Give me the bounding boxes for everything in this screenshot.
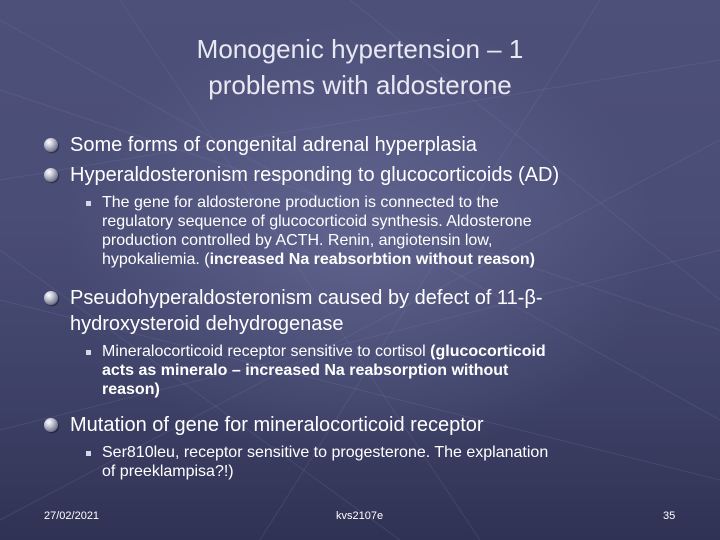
footer-date: 27/02/2021 — [44, 510, 100, 522]
bullet-line: hydroxysteroid dehydrogenase — [70, 313, 344, 335]
bullet-text: Mutation of gene for mineralocorticoid receptor — [70, 414, 484, 436]
bullet-icon — [44, 291, 58, 305]
bullet-icon — [44, 138, 58, 152]
sub-bullet-icon — [86, 350, 91, 355]
bullet-text: Hyperaldosteronism responding to glucocorticoids (AD) — [70, 164, 560, 186]
title-line-2: problems with aldosterone — [208, 70, 512, 100]
bullet-line: Pseudohyperaldosteronism caused by defect of 11-β- — [70, 287, 543, 309]
sub-bullet-icon — [86, 451, 91, 456]
sub-bullet-line: The gene for aldosterone production is connected to the — [102, 194, 499, 211]
sub-bullet-text — [102, 193, 672, 269]
sub-bullet-plain-text: hypokaliemia. ( — [102, 251, 210, 268]
sub-bullet-line: acts as mineralo – increased Na reabsorption without — [102, 362, 509, 379]
sub-bullet-line: reason) — [102, 381, 160, 398]
sub-bullet-text — [102, 443, 672, 481]
sub-bullet-text — [102, 342, 672, 399]
sub-bullet-line: Ser810leu, receptor sensitive to progesterone. The explanation — [102, 444, 549, 461]
footer-center-text: kvs2107e — [336, 510, 384, 522]
bullet-icon — [44, 418, 58, 432]
sub-bullet-plain-text: Mineralocorticoid receptor sensitive to cortisol — [102, 343, 431, 360]
sub-bullet-icon — [86, 201, 91, 206]
slide-title — [60, 31, 660, 103]
sub-bullet-bold-text: (glucocorticoid — [430, 343, 546, 360]
sub-bullet-line: of preeklampisa?!) — [102, 463, 234, 480]
sub-bullet-line — [102, 250, 672, 269]
sub-bullet-line: regulatory sequence of glucocorticoid synthesis. Aldosterone — [102, 213, 532, 230]
sub-bullet-line: production controlled by ACTH. Renin, angiotensin low, — [102, 232, 493, 249]
bullet-text: Some forms of congenital adrenal hyperplasia — [70, 134, 477, 156]
bullet-icon — [44, 168, 58, 182]
bullet-text — [70, 285, 690, 337]
sub-bullet-bold-text: increased Na reabsorbtion without reason) — [209, 251, 536, 268]
page-number: 35 — [663, 510, 676, 522]
sub-bullet-line — [102, 342, 672, 361]
title-line-1: Monogenic hypertension – 1 — [196, 34, 524, 64]
